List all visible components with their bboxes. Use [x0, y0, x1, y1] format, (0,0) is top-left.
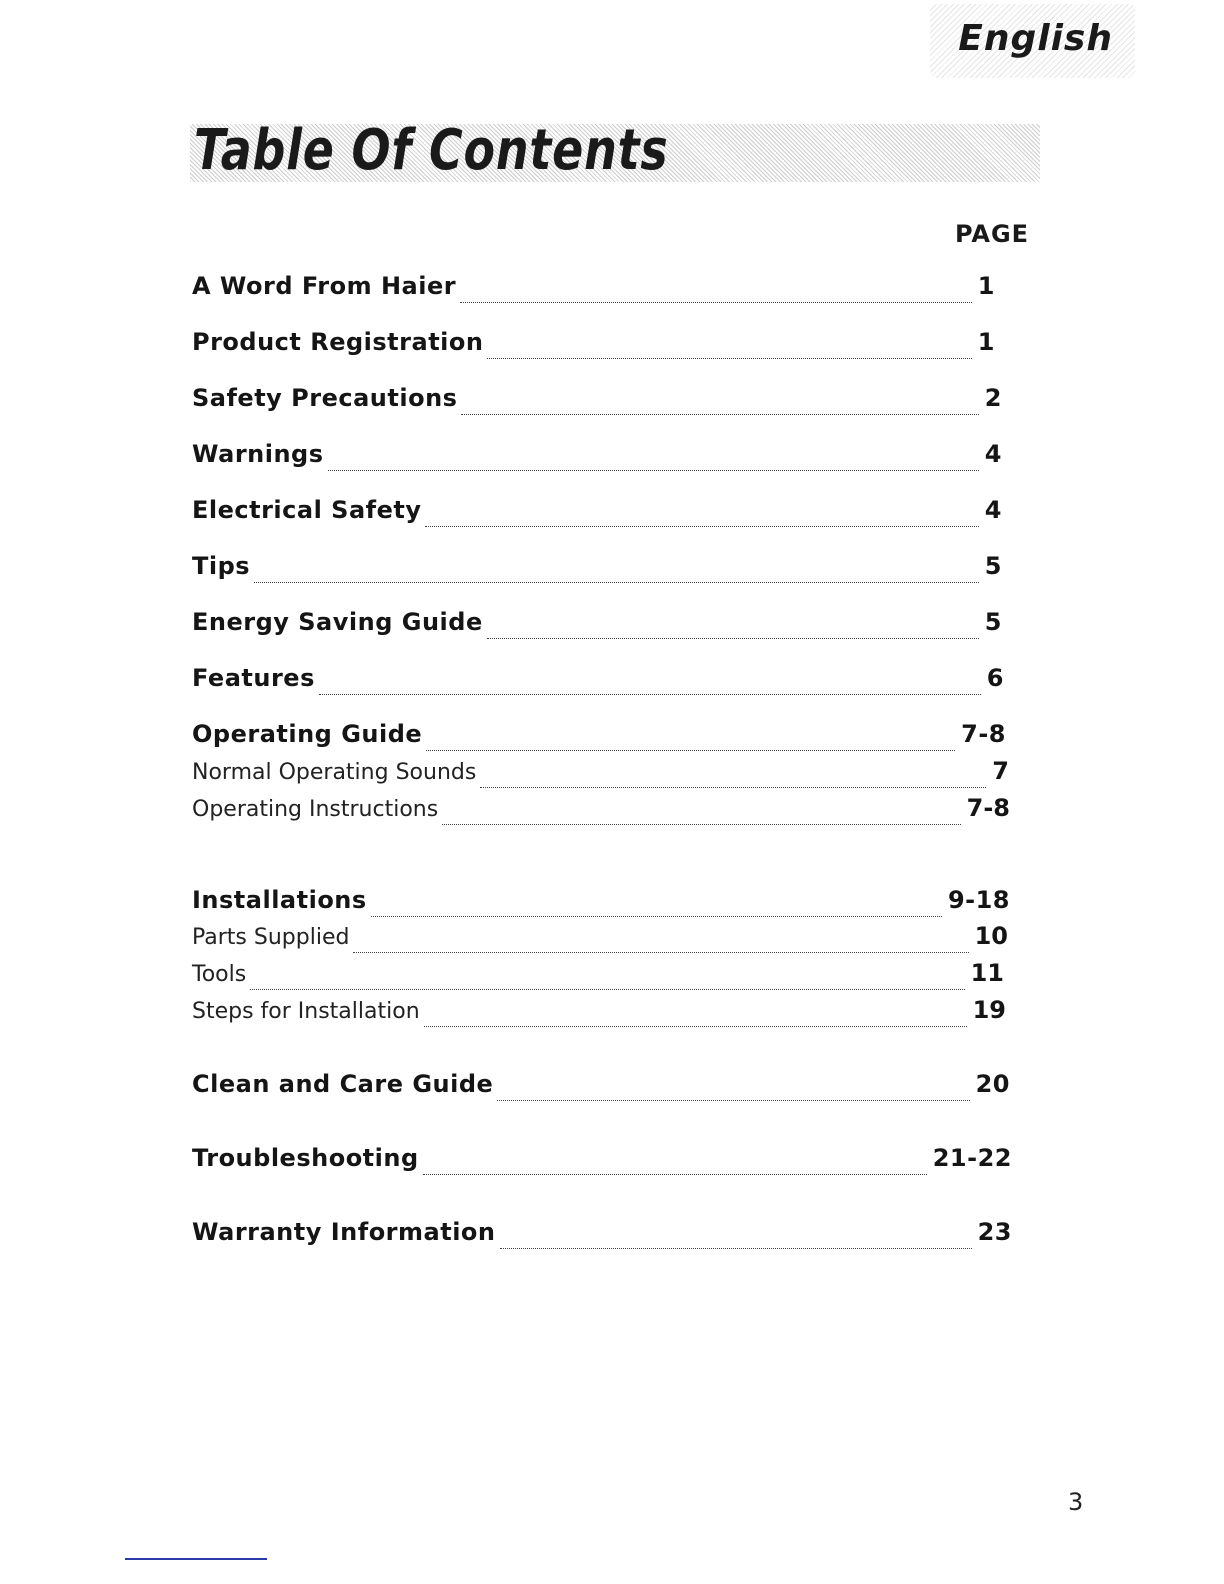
toc-entry-page: 7-8	[961, 720, 1006, 748]
toc-entry-page: 2	[984, 384, 1002, 412]
dot-leader	[487, 638, 979, 639]
toc-entry-page: 4	[984, 440, 1002, 468]
toc-entry-installations[interactable]	[192, 886, 1010, 926]
footer-rule	[125, 1558, 267, 1560]
dot-leader	[487, 358, 971, 359]
dot-leader	[442, 824, 960, 825]
dot-leader	[461, 414, 978, 415]
toc-entry-page: 4	[984, 496, 1002, 524]
toc-entry-label: Tools	[192, 962, 247, 987]
toc-entry-label: Electrical Safety	[192, 496, 422, 524]
toc-entry-page: 7	[992, 757, 1009, 785]
toc-entry-page: 11	[970, 959, 1004, 987]
toc-entry-energy-saving-guide[interactable]	[192, 608, 1002, 648]
toc-entry-page: 5	[984, 552, 1002, 580]
page-title: Table Of Contents	[194, 118, 669, 183]
toc-entry-label: Troubleshooting	[192, 1144, 419, 1172]
toc-entry-page: 7-8	[966, 794, 1010, 822]
toc-subentry-parts-supplied[interactable]	[192, 922, 1008, 962]
title-banner	[190, 118, 1040, 183]
toc-entry-operating-guide[interactable]	[192, 720, 1006, 760]
toc-entry-page: 6	[986, 664, 1004, 692]
dot-leader	[423, 1174, 927, 1175]
toc-entry-label: A Word From Haier	[192, 272, 457, 300]
dot-leader	[371, 916, 942, 917]
toc-entry-label: Steps for Installation	[192, 999, 420, 1024]
dot-leader	[460, 302, 972, 303]
toc-entry-page: 21-22	[932, 1144, 1012, 1172]
toc-entry-page: 5	[984, 608, 1002, 636]
toc-entry-label: Tips	[192, 552, 251, 580]
language-label: English	[958, 18, 1113, 59]
page-number: 3	[1068, 1488, 1084, 1516]
toc-entry-product-registration[interactable]	[192, 328, 995, 368]
toc-entry-page: 1	[977, 272, 995, 300]
toc-entry-label: Safety Precautions	[192, 384, 458, 412]
toc-entry-warranty-information[interactable]	[192, 1218, 1012, 1258]
toc-entry-features[interactable]	[192, 664, 1004, 704]
toc-entry-label: Operating Instructions	[192, 797, 439, 822]
toc-entry-page: 19	[972, 996, 1006, 1024]
dot-leader	[425, 526, 978, 527]
toc-entry-label: Parts Supplied	[192, 925, 350, 950]
toc-entry-label: Warnings	[192, 440, 324, 468]
dot-leader	[424, 1026, 967, 1027]
toc-entry-label: Normal Operating Sounds	[192, 760, 477, 785]
toc-entry-warnings[interactable]	[192, 440, 1002, 480]
toc-entry-label: Operating Guide	[192, 720, 423, 748]
toc-entry-clean-and-care-guide[interactable]	[192, 1070, 1010, 1110]
dot-leader	[353, 952, 968, 953]
toc-entry-tips[interactable]	[192, 552, 1002, 592]
dot-leader	[500, 1248, 972, 1249]
toc-entry-a-word-from-haier[interactable]	[192, 272, 995, 312]
dot-leader	[497, 1100, 969, 1101]
dot-leader	[319, 694, 981, 695]
dot-leader	[254, 582, 979, 583]
toc-entry-safety-precautions[interactable]	[192, 384, 1002, 424]
toc-entry-label: Product Registration	[192, 328, 484, 356]
toc-subentry-operating-instructions[interactable]	[192, 794, 1010, 834]
toc-entry-label: Features	[192, 664, 315, 692]
toc-entry-page: 1	[977, 328, 995, 356]
toc-entry-label: Warranty Information	[192, 1218, 496, 1246]
toc-entry-label: Clean and Care Guide	[192, 1070, 494, 1098]
toc-entry-page: 20	[975, 1070, 1010, 1098]
toc-subentry-tools[interactable]	[192, 959, 1004, 999]
page-column-header: PAGE	[955, 220, 1030, 248]
toc-entry-page: 9-18	[947, 886, 1010, 914]
language-tab	[930, 4, 1135, 78]
dot-leader	[328, 470, 979, 471]
toc-subentry-steps-for-installation[interactable]	[192, 996, 1006, 1036]
toc-entry-page: 23	[977, 1218, 1012, 1246]
toc-entry-label: Energy Saving Guide	[192, 608, 483, 636]
toc-subentry-normal-operating-sounds[interactable]	[192, 757, 1009, 797]
toc-entry-label: Installations	[192, 886, 367, 914]
dot-leader	[480, 787, 986, 788]
toc-entry-page: 10	[974, 922, 1008, 950]
dot-leader	[250, 989, 964, 990]
toc-entry-troubleshooting[interactable]	[192, 1144, 1012, 1184]
toc-entry-electrical-safety[interactable]	[192, 496, 1002, 536]
dot-leader	[426, 750, 955, 751]
